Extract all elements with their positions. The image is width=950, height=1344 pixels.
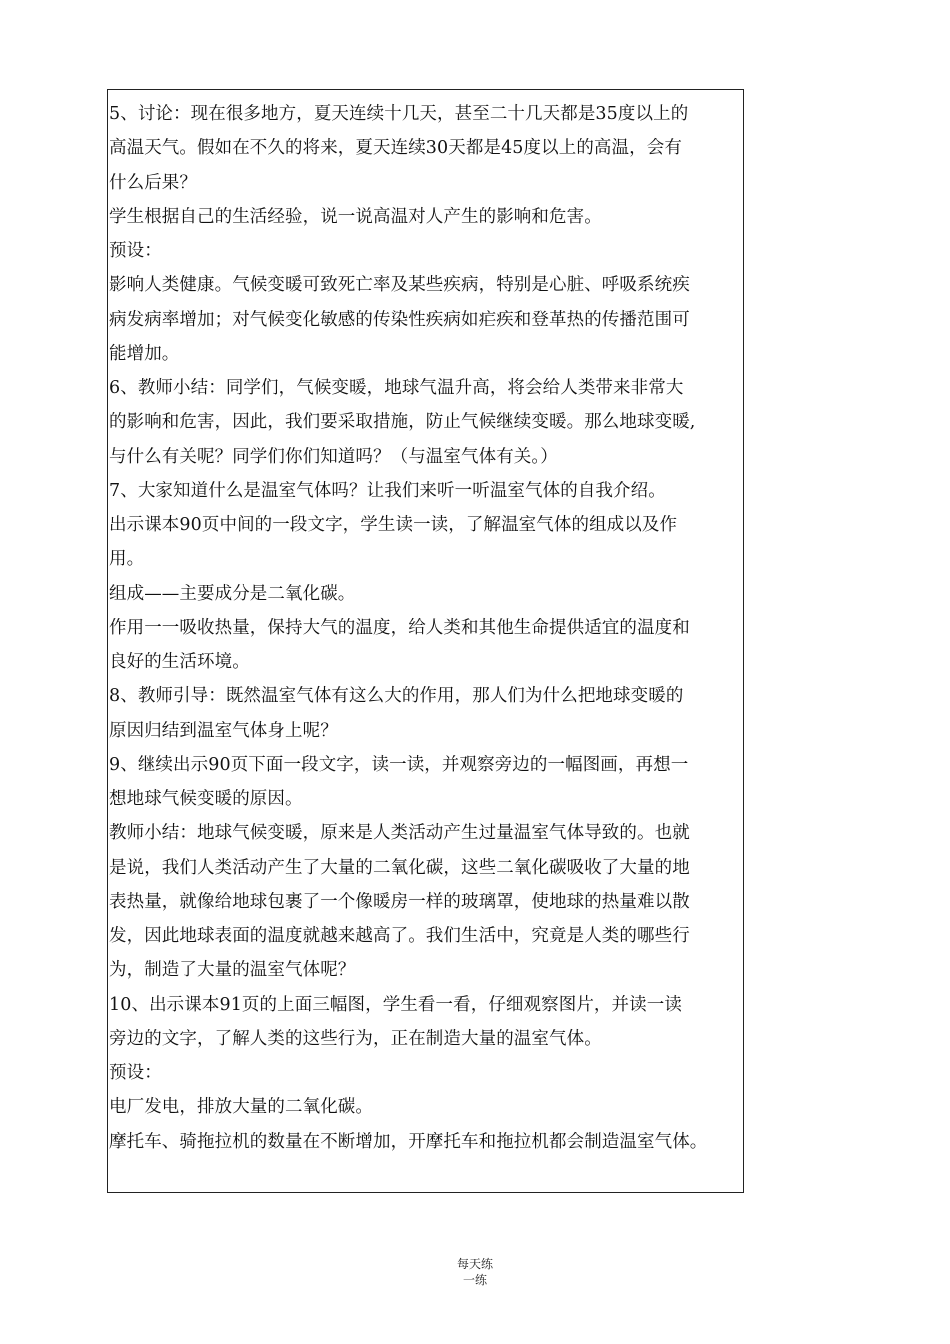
- text-line: 预设：: [109, 241, 162, 261]
- text-line: 6、教师小结：同学们，气候变暖，地球气温升高，将会给人类带来非常大: [109, 378, 684, 398]
- footer-line-2: 一练: [462, 1273, 487, 1287]
- text-line: 影响人类健康。气候变暖可致死亡率及某些疾病，特别是心脏、呼吸系统疾: [109, 275, 690, 296]
- text-line: 9、继续出示90页下面一段文字，读一读，并观察旁边的一幅图画，再想一: [109, 754, 689, 775]
- text-line: 的影响和危害，因此，我们要采取措施，防止气候继续变暖。那么地球变暖,: [109, 412, 696, 433]
- text-line: 高温天气。假如在不久的将来，夏天连续30天都是45度以上的高温，会有: [109, 138, 682, 159]
- text-line: 什么后果？: [109, 172, 197, 193]
- text-line: 良好的生活环境。: [109, 652, 250, 672]
- text-line: 10、出示课本91页的上面三幅图，学生看一看，仔细观察图片，并读一读: [109, 994, 682, 1015]
- text-line: 8、教师引导：既然温室气体有这么大的作用，那人们为什么把地球变暖的: [109, 686, 684, 707]
- text-line: 教师小结：地球气候变暖，原来是人类活动产生过量温室气体导致的。也就: [109, 823, 690, 844]
- text-line: 旁边的文字，了解人类的这些行为，正在制造大量的温室气体。: [109, 1028, 602, 1049]
- text-line: 用。: [109, 549, 145, 570]
- text-line: 想地球气候变暖的原因。: [109, 789, 303, 809]
- text-line: 5、讨论：现在很多地方，夏天连续十几天，甚至二十几天都是35度以上的: [109, 104, 689, 124]
- text-line: 电厂发电，排放大量的二氧化碳。: [109, 1097, 373, 1118]
- text-line: 为，制造了大量的温室气体呢？: [109, 960, 356, 981]
- text-line: 表热量，就像给地球包裹了一个像暖房一样的玻璃罩，使地球的热量难以散: [109, 891, 690, 912]
- text-line: 摩托车、骑拖拉机的数量在不断增加，开摩托车和拖拉机都会制造温室气体。: [109, 1131, 708, 1152]
- text-line: 原因归结到温室气体身上呢？: [109, 720, 338, 741]
- text-line: 发，因此地球表面的温度就越来越高了。我们生活中，究竟是人类的哪些行: [109, 926, 690, 946]
- text-line: 病发病率增加；对气候变化敏感的传染性疾病如疟疾和登革热的传播范围可: [109, 309, 690, 330]
- text-line: 7、大家知道什么是温室气体吗？让我们来听一听温室气体的自我介绍。: [109, 480, 666, 501]
- text-line: 预设：: [109, 1063, 162, 1083]
- text-line: 学生根据自己的生活经验，说一说高温对人产生的影响和危害。: [109, 206, 602, 227]
- page-footer: [0, 1256, 950, 1288]
- text-line: 能增加。: [109, 343, 180, 364]
- lesson-text-block: [109, 97, 749, 1159]
- text-line: 是说，我们人类活动产生了大量的二氧化碳，这些二氧化碳吸收了大量的地: [109, 857, 690, 878]
- text-line: 作用一一吸收热量，保持大气的温度，给人类和其他生命提供适宜的温度和: [109, 617, 690, 638]
- text-line: 与什么有关呢？同学们你们知道吗？（与温室气体有关。）: [109, 446, 558, 467]
- text-line: 组成——主要成分是二氧化碳。: [109, 583, 356, 604]
- text-line: 出示课本90页中间的一段文字，学生读一读，了解温室气体的组成以及作: [109, 515, 678, 535]
- footer-line-1: 每天练: [456, 1257, 493, 1271]
